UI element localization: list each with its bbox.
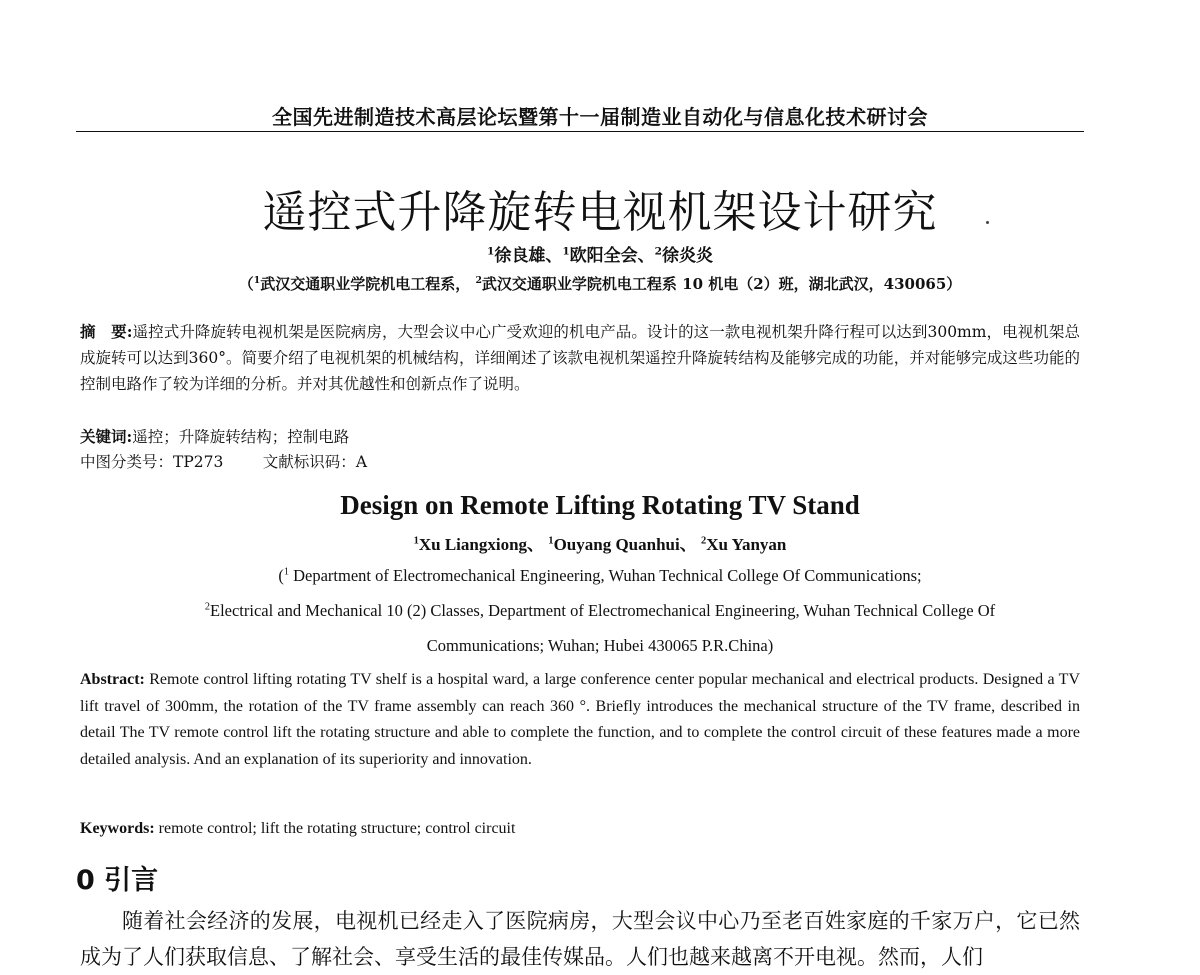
section-heading-intro: 0 引言 (76, 865, 159, 896)
affil-open-paren: （ (238, 275, 254, 293)
affil-2-mark: 2 (475, 275, 482, 286)
header-rule (76, 131, 1084, 132)
affil-2-zh: 武汉交通职业学院机电工程系 10 机电（2）班，湖北武汉，430065） (481, 275, 962, 293)
authors-en (0, 530, 1200, 555)
abstract-en-text: Remote control lifting rotating TV shelf is a hospital ward, a large conference center popular mechanical and electrical products. Designed a TV lift travel of 300mm, the rotation of the TV frame assembly can reach 360 °. Briefly introduces the mechanical structure of the TV frame, described in detail The TV remote control lift the rotating structure and able to complete the function, and to complete the control circuit of these features made a more detailed analysis. And an explanation of its superiority and innovation. (80, 671, 1081, 768)
author-2-affil-mark: 1 (562, 245, 570, 258)
abstract-en (80, 667, 1080, 773)
affil-en-2-text: Electrical and Mechanical 10 (2) Classes, Department of Electromechanical Engineering, Wuhan Technical College Of (209, 601, 996, 620)
clc-label: 中图分类号： (80, 453, 174, 471)
keywords-zh-text: 遥控；升降旋转结构；控制电路 (132, 428, 350, 446)
intro-paragraph: 随着社会经济的发展，电视机已经走入了医院病房，大型会议中心乃至老百姓家庭的千家万户，它已然成为了人们获取信息、了解社会、享受生活的最佳传媒品。人们也越来越离不开电视。然而，人们 (80, 909, 1080, 969)
affiliation-zh (0, 273, 1200, 294)
scan-speck (986, 221, 989, 224)
author-2-zh: 欧阳全会、 (569, 246, 655, 266)
keywords-en (80, 816, 1080, 842)
author-1-affil-mark: 1 (487, 245, 495, 258)
keywords-en-label: Keywords: (80, 820, 155, 837)
author-2-en-mark: 1 (548, 535, 554, 547)
clc-value: TP273 (173, 453, 224, 471)
author-3-affil-mark: 2 (654, 245, 662, 258)
author-1-en-mark: 1 (413, 535, 419, 547)
keywords-zh (80, 424, 1080, 450)
affiliation-en-line-2 (0, 601, 1200, 621)
author-3-en-mark: 2 (700, 535, 707, 547)
author-3-zh: 徐炎炎 (661, 246, 713, 266)
affil-en-2-mark: 2 (204, 601, 210, 613)
conference-header: 全国先进制造技术高层论坛暨第十一届制造业自动化与信息化技术研讨会 (272, 105, 928, 129)
author-1-zh: 徐良雄、 (494, 246, 563, 266)
classification-line (80, 449, 1080, 475)
abstract-zh-text: 遥控式升降旋转电视机架是医院病房，大型会议中心广受欢迎的机电产品。设计的这一款电视机架升降行程可以达到300mm，电视机架总成旋转可以达到360°。简要介绍了电视机架的机械结构，详细阐述了该款电视机架遥控升降旋转结构及能够完成的功能，并对能够完成这些功能的控制电路作了较为详细的分析。并对其优越性和创新点作了说明。 (80, 323, 1080, 393)
affil-en-open-paren: ( (278, 566, 284, 585)
abstract-zh-label: 摘 要: (80, 322, 133, 341)
author-3-en: Xu Yanyan (706, 535, 787, 554)
affil-en-1-text: Department of Electromechanical Engineering, Wuhan Technical College Of Communications; (288, 566, 922, 585)
paper-title-zh: 遥控式升降旋转电视机架设计研究 (262, 187, 938, 238)
authors-zh (0, 241, 1200, 266)
keywords-en-text: remote control; lift the rotating structure; control circuit (158, 820, 516, 837)
abstract-zh (80, 319, 1080, 397)
affiliation-en-line-1 (0, 566, 1200, 586)
affil-en-1-mark: 1 (283, 566, 289, 578)
affil-1-zh: 武汉交通职业学院机电工程系， (260, 275, 471, 293)
author-2-en: Ouyang Quanhui、 (553, 535, 697, 554)
author-1-en: Xu Liangxiong、 (418, 535, 545, 554)
affil-1-mark: 1 (253, 275, 261, 286)
doc-code-label: 文献标识码： (262, 453, 356, 471)
abstract-en-label: Abstract: (80, 671, 145, 688)
paper-title-en: Design on Remote Lifting Rotating TV Stand (340, 490, 860, 520)
affiliation-en-line-3: Communications; Wuhan; Hubei 430065 P.R.China) (426, 636, 774, 655)
doc-code-value: A (355, 453, 368, 471)
keywords-zh-label: 关键词: (80, 427, 133, 446)
